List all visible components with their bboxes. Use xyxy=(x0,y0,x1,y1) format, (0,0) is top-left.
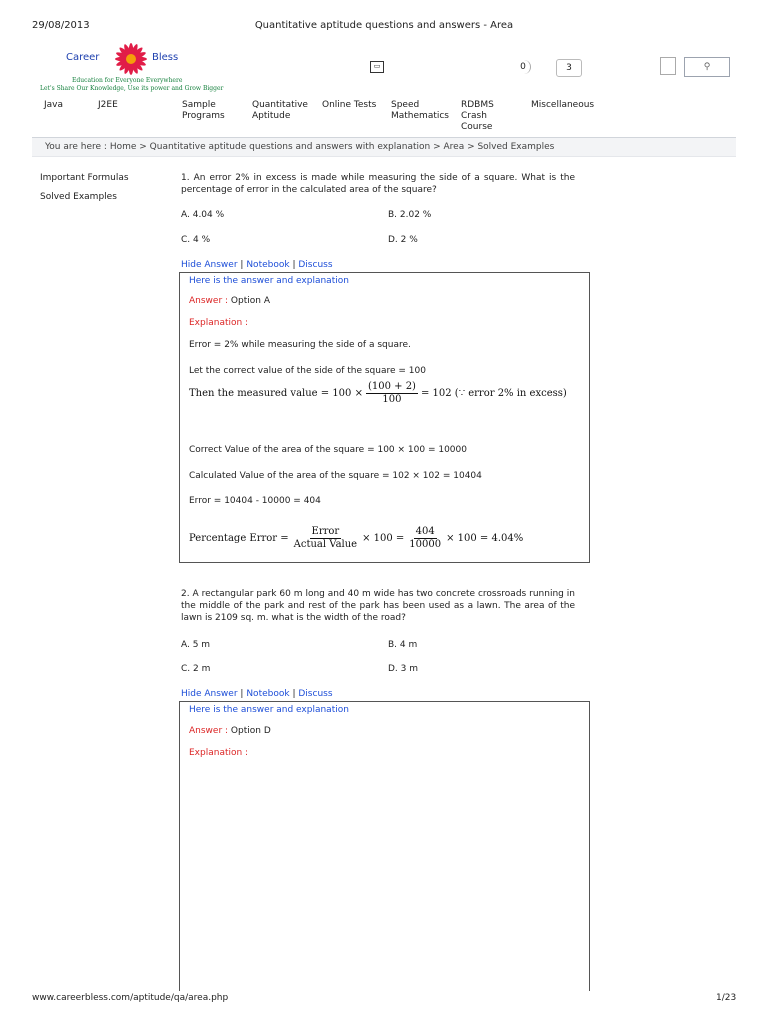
q1-expl-line-4: Calculated Value of the area of the square = 102 × 102 = 10404 xyxy=(189,471,482,481)
q2-hide-answer-link[interactable]: Hide Answer xyxy=(181,689,238,699)
share-count: 0 xyxy=(516,60,531,74)
q1-option-a: A. 4.04 % xyxy=(181,210,225,220)
q1-links xyxy=(181,259,333,271)
flower-logo-icon xyxy=(108,40,154,80)
formula-denominator: Actual Value xyxy=(293,539,358,550)
nav-online-tests[interactable]: Online Tests xyxy=(322,100,377,110)
nav-java[interactable]: Java xyxy=(44,100,64,110)
q1-expl-line-2: Let the correct value of the side of the square = 100 xyxy=(189,366,426,376)
q1-formula-percentage xyxy=(189,526,523,551)
q1-option-b: B. 2.02 % xyxy=(388,210,432,220)
print-page-number: 1/23 xyxy=(716,993,737,1003)
q2-option-c: C. 2 m xyxy=(181,664,211,674)
q2-answer-value: Option D xyxy=(230,726,271,736)
q2-links xyxy=(181,688,333,700)
main-nav xyxy=(32,100,736,136)
q2-option-d: D. 3 m xyxy=(388,664,419,674)
question-2-text: 2. A rectangular park 60 m long and 40 m wide has two concrete crossroads running in the middle of the park and rest of the park has been used as a lawn. The area of the lawn is 2109 sq. m. what is the width of the road? xyxy=(181,589,575,623)
q1-explanation-label: Explanation : xyxy=(189,318,249,328)
formula-lhs: Then the measured value = 100 × xyxy=(189,388,363,399)
print-title: Quantitative aptitude questions and answers - Area xyxy=(254,20,514,31)
search-button[interactable] xyxy=(684,57,730,77)
nav-rdbms-crash-course[interactable]: RDBMS Crash Course xyxy=(461,100,494,132)
breadcrumb-text: You are here : Home > Quantitative aptitude questions and answers with explanation > Area > Solved Examples xyxy=(45,142,555,152)
formula-numerator: 404 xyxy=(415,526,435,537)
q2-notebook-link[interactable]: Notebook xyxy=(246,689,290,699)
question-1-text: 1. An error 2% in excess is made while measuring the side of a square. What is the percentage of error in the calculated area of the square? xyxy=(181,173,575,195)
search-input[interactable] xyxy=(660,57,676,75)
formula-denominator: 100 xyxy=(382,394,402,405)
formula-numerator: (100 + 2) xyxy=(367,381,416,392)
q1-option-c: C. 4 % xyxy=(181,235,211,245)
nav-miscellaneous[interactable]: Miscellaneous xyxy=(531,100,595,110)
link-separator: | xyxy=(240,689,244,699)
q1-expl-line-3: Correct Value of the area of the square = 100 × 100 = 10000 xyxy=(189,445,467,455)
q1-hide-answer-link[interactable]: Hide Answer xyxy=(181,260,238,270)
q1-box-title: Here is the answer and explanation xyxy=(189,276,349,286)
q1-answer-value: Option A xyxy=(230,296,270,306)
link-separator: | xyxy=(292,260,296,270)
q2-box-title: Here is the answer and explanation xyxy=(189,705,349,715)
q2-discuss-link[interactable]: Discuss xyxy=(298,689,333,699)
sidebar-important-formulas[interactable]: Important Formulas xyxy=(40,173,129,183)
nav-j2ee[interactable]: J2EE xyxy=(98,100,118,110)
like-count: 3 xyxy=(556,59,582,77)
logo-career-text: Career xyxy=(66,52,100,63)
nav-sample-programs[interactable]: Sample Programs xyxy=(182,100,225,121)
q1-notebook-link[interactable]: Notebook xyxy=(246,260,290,270)
q2-option-b: B. 4 m xyxy=(388,640,418,650)
q2-option-a: A. 5 m xyxy=(181,640,211,650)
sidebar-solved-examples[interactable]: Solved Examples xyxy=(40,192,117,202)
link-separator: | xyxy=(292,689,296,699)
q2-answer-label: Answer : xyxy=(189,726,229,736)
logo-tagline: Education for Everyone Everywhere xyxy=(72,77,183,84)
q2-answer-box xyxy=(179,701,590,991)
q1-discuss-link[interactable]: Discuss xyxy=(298,260,333,270)
formula-rhs: = 102 (∵ error 2% in excess) xyxy=(420,388,567,399)
q1-expl-line-5: Error = 10404 - 10000 = 404 xyxy=(189,496,321,506)
search-icon: ⚲ xyxy=(703,62,711,72)
folder-icon[interactable]: ▭ xyxy=(370,61,384,73)
breadcrumb xyxy=(32,138,736,157)
q1-option-d: D. 2 % xyxy=(388,235,418,245)
formula-numerator: Error xyxy=(311,526,340,537)
nav-speed-mathematics[interactable]: Speed Mathematics xyxy=(391,100,449,121)
logo-subtagline: Let's Share Our Knowledge, Use its power and Grow Bigger xyxy=(40,85,224,92)
q2-explanation-label: Explanation : xyxy=(189,748,249,758)
link-separator: | xyxy=(240,260,244,270)
q1-formula-measured xyxy=(189,381,567,406)
print-url: www.careerbless.com/aptitude/qa/area.php xyxy=(32,993,229,1003)
logo-bless-text: Bless xyxy=(152,52,179,63)
print-date: 29/08/2013 xyxy=(32,20,90,31)
nav-quantitative-aptitude[interactable]: Quantitative Aptitude xyxy=(252,100,308,121)
formula-denominator: 10000 xyxy=(409,539,442,550)
q1-answer-label: Answer : xyxy=(189,296,229,306)
formula-mid: × 100 = xyxy=(362,533,405,544)
q1-answer-box xyxy=(179,272,590,563)
q1-expl-line-1: Error = 2% while measuring the side of a square. xyxy=(189,340,411,350)
formula-rhs: × 100 = 4.04% xyxy=(446,533,524,544)
formula-lhs: Percentage Error = xyxy=(189,533,289,544)
